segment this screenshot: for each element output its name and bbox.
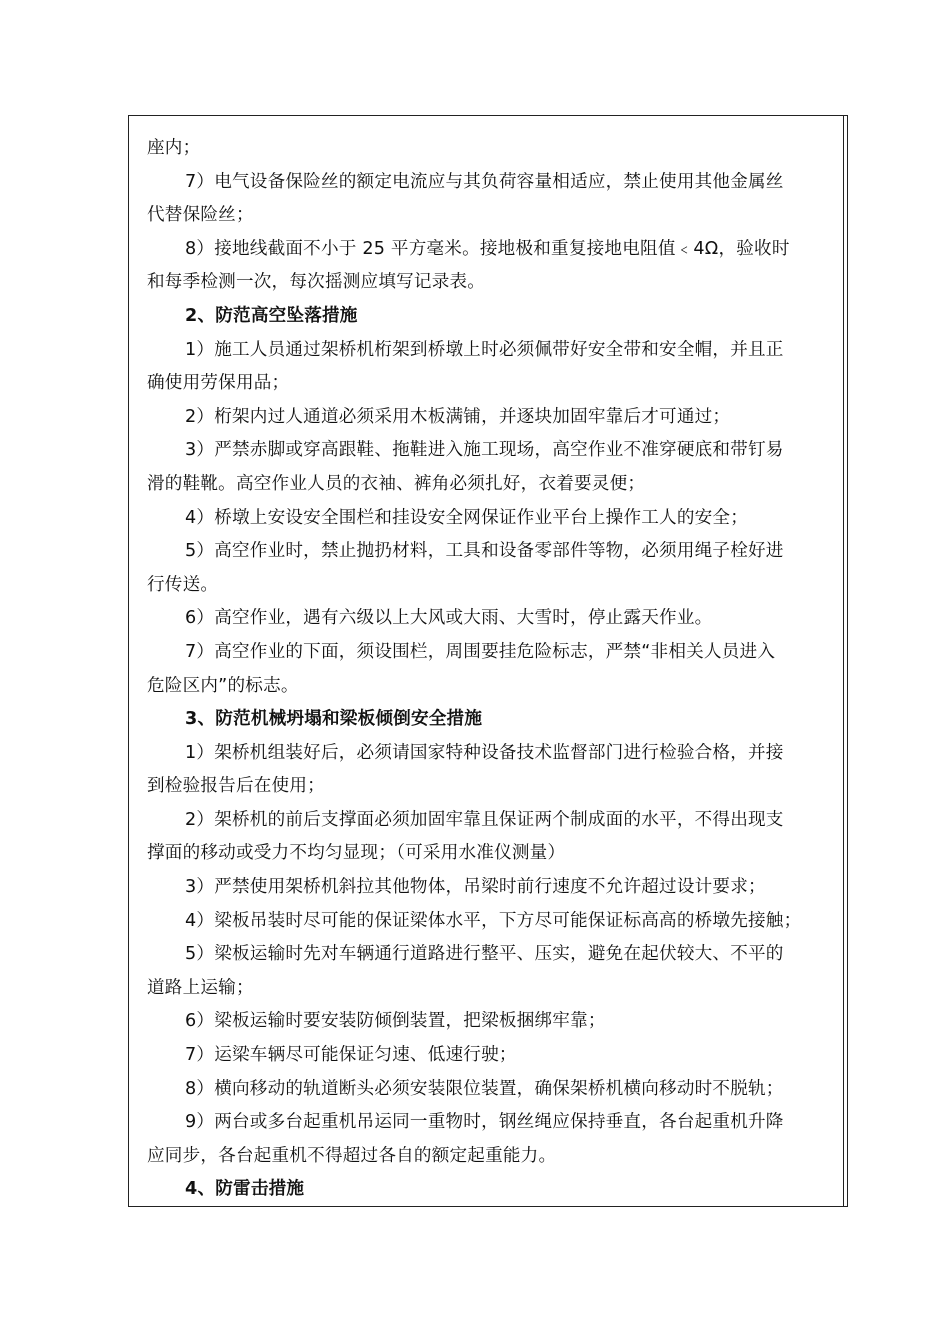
section-heading: 2、防范高空坠落措施 [185,305,358,326]
continuation-line: 到检验报告后在使用； [147,776,325,797]
section-heading: 3、防范机械坍塌和梁板倾倒安全措施 [185,709,483,730]
continuation-line: 危险区内”的标志。 [147,675,299,696]
continuation-line: 应同步，各台起重机不得超过各自的额定起重能力。 [147,1145,557,1166]
continuation-line: 滑的鞋靴。高空作业人员的衣袖、裤角必须扎好，衣着要灵便； [147,473,646,494]
list-item-line: 7）高空作业的下面，须设围栏，周围要挂危险标志，严禁“非相关人员进入 [185,641,776,662]
list-item-line: 5）高空作业时，禁止抛扔材料，工具和设备零部件等物，必须用绳子栓好进 [185,541,784,562]
document-body [147,132,827,1207]
continuation-line: 行传送。 [147,574,219,595]
list-item-line: 2）架桥机的前后支撑面必须加固牢靠且保证两个制成面的水平，不得出现支 [185,809,784,830]
list-item-line: 6）梁板运输时要安装防倾倒装置，把梁板捆绑牢靠； [185,1011,606,1032]
list-item-line: 8）接地线截面不小于 25 平方毫米。接地极和重复接地电阻值﹤4Ω，验收时 [185,238,790,259]
list-item-line: 8）横向移动的轨道断头必须安装限位装置，确保架桥机横向移动时不脱轨； [185,1078,784,1099]
list-item-line: 3）严禁赤脚或穿高跟鞋、拖鞋进入施工现场，高空作业不准穿硬底和带钉易 [185,440,784,461]
continuation-line: 道路上运输； [147,977,254,998]
list-item-line: 3）严禁使用架桥机斜拉其他物体，吊梁时前行速度不允许超过设计要求； [185,877,766,898]
list-item-line: 6）高空作业，遇有六级以上大风或大雨、大雪时，停止露天作业。 [185,608,713,629]
list-item-line: 4）桥墩上安设安全围栏和挂设安全网保证作业平台上操作工人的安全； [185,507,749,528]
list-item-line: 1）架桥机组装好后，必须请国家特种设备技术监督部门进行检验合格，并接 [185,742,784,763]
section-heading: 4、防雷击措施 [185,1179,305,1200]
list-item-line: 2）桁架内过人通道必须采用木板满铺，并逐块加固牢靠后才可通过； [185,406,731,427]
list-item-line: 1）施工人员通过架桥机桁架到桥墩上时必须佩带好安全带和安全帽，并且正 [185,339,784,360]
list-item-line: 5）梁板运输时先对车辆通行道路进行整平、压实，避免在起伏较大、不平的 [185,944,784,965]
list-item-line: 9）两台或多台起重机吊运同一重物时，钢丝绳应保持垂直，各台起重机升降 [185,1112,784,1133]
list-item-line: 4）梁板吊装时尽可能的保证梁体水平，下方尽可能保证标高高的桥墩先接触； [185,910,802,931]
continuation-line: 撑面的移动或受力不均匀显现；（可采用水准仪测量） [147,843,566,864]
list-item-line: 7）电气设备保险丝的额定电流应与其负荷容量相适应，禁止使用其他金属丝 [185,171,784,192]
continuation-line: 和每季检测一次，每次摇测应填写记录表。 [147,272,486,293]
continuation-line: 确使用劳保用品； [147,373,290,394]
list-item-line: 7）运梁车辆尽可能保证匀速、低速行驶； [185,1045,517,1066]
continuation-line: 座内； [147,138,201,158]
continuation-line: 代替保险丝； [147,205,254,226]
document-frame [128,115,848,1207]
